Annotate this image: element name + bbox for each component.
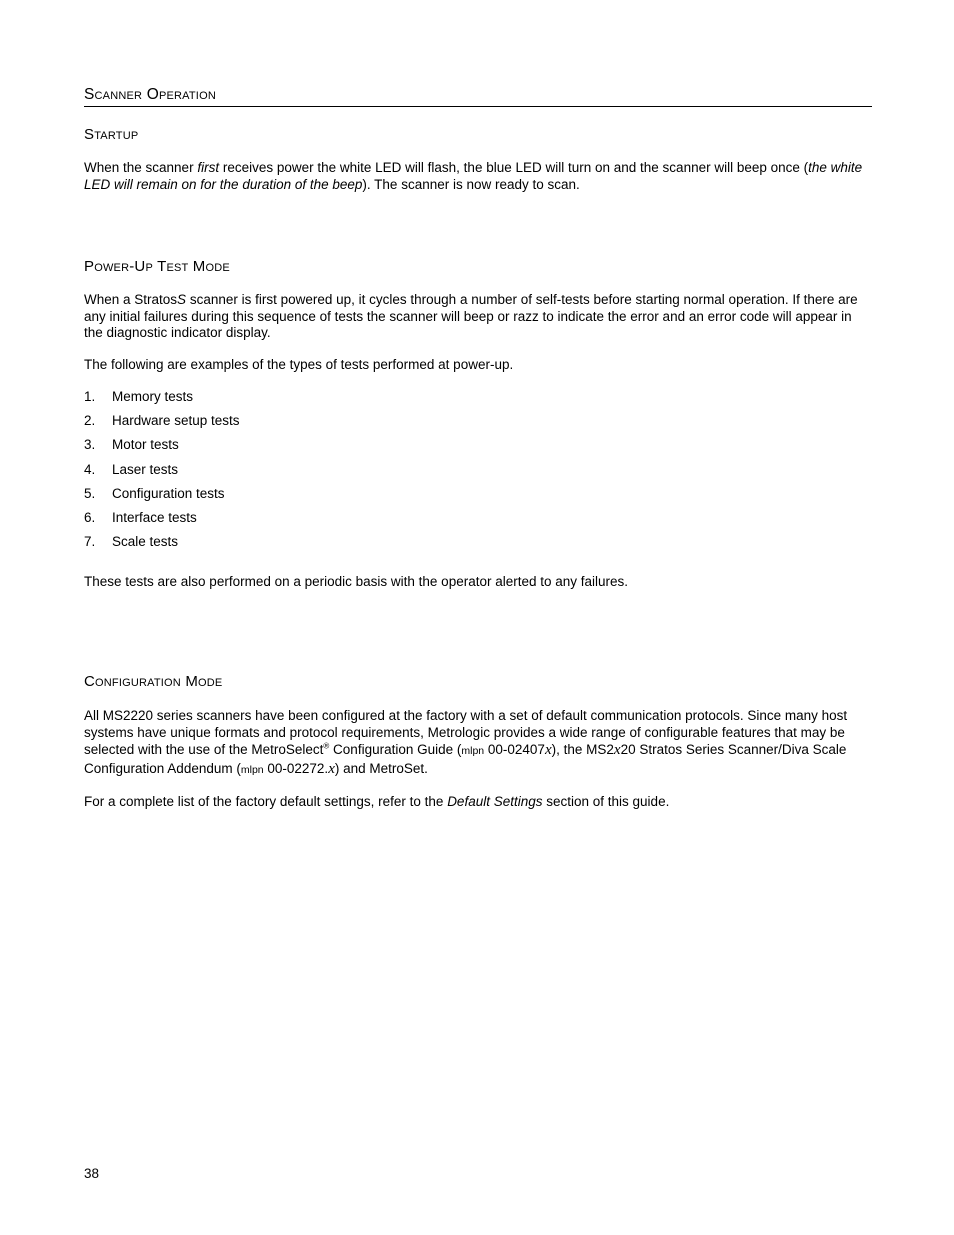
list-item: 4. Laser tests [84,461,179,477]
startup-paragraph: When the scanner first receives power the white LED will flash, the blue LED will turn on and the scanner will beep once (the white LED will remain on for the duration of the beep). The scanner is now ready to scan. [84,160,863,192]
config-paragraph-2: For a complete list of the factory default settings, refer to the Default Settings section of this guide. [84,794,670,809]
section-title: Scanner Operation [84,86,872,107]
list-item: 7. Scale tests [84,534,179,550]
power-up-paragraph-3: These tests are also performed on a periodic basis with the operator alerted to any failures. [84,574,629,589]
config-heading: Configuration Mode [84,673,223,690]
list-item: 2. Hardware setup tests [84,413,240,429]
list-item: 3. Motor tests [84,437,179,453]
power-up-paragraph-1: When a StratosS scanner is first powered up, it cycles through a number of self-tests before starting normal operation. If there are any initial failures during this sequence of tests the scanner will beep or razz to indicate the error and an error code will appear in the diagnostic indicator display. [84,292,858,340]
test-list [84,389,240,558]
page-number: 38 [84,1166,100,1181]
list-item: 6. Interface tests [84,509,197,525]
list-item: 1. Memory tests [84,389,194,404]
list-item: 5. Configuration tests [84,485,225,501]
startup-heading: Startup [84,126,139,143]
config-paragraph-1: All MS2220 series scanners have been configured at the factory with a set of default communication protocols. Since many host systems have unique formats and protocol requirements, Metrologic provides a wide range of configurable features that may be selected with the use of the MetroSelect® Configuration Guide (mlpn 00-02407x), the MS2x20 Stratos Series Scanner/Diva Scale Configuration Addendum (mlpn 00-02272.x) and MetroSet. [84,708,848,777]
power-up-paragraph-2: The following are examples of the types of tests performed at power-up. [84,357,514,372]
power-up-heading: Power-Up Test Mode [84,258,230,275]
